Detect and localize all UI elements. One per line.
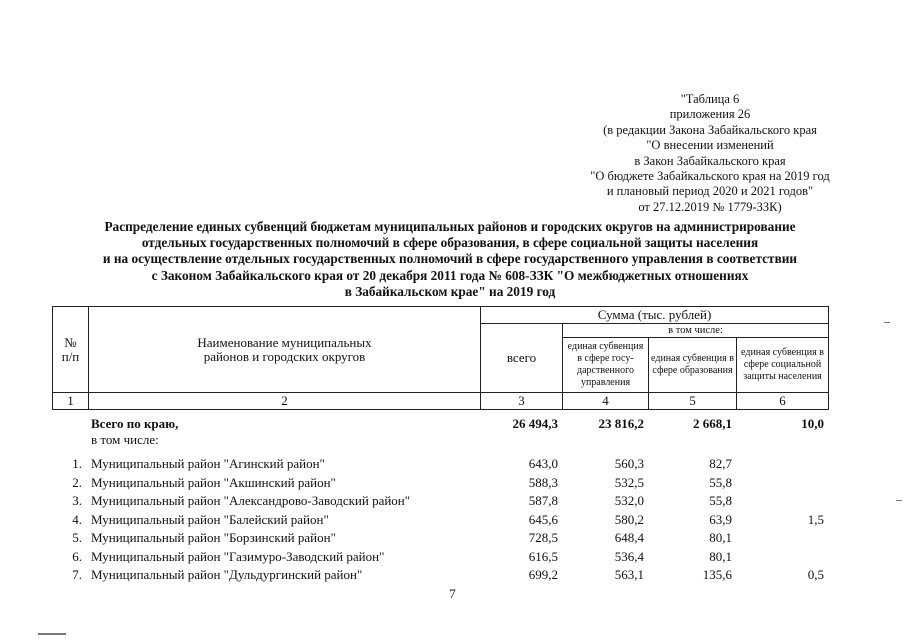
- row-number: 2.: [72, 474, 82, 490]
- note-line: "Таблица 6: [680, 92, 740, 106]
- title-line: и на осуществление отдельных государственных полномочий в сфере государственного управления в соответствии: [102, 251, 798, 267]
- header-sum: Сумма (тыс. рублей): [481, 307, 829, 324]
- row-gov-mgmt: 536,4: [614, 548, 644, 564]
- row-social: [736, 549, 828, 568]
- table-row: [52, 567, 828, 586]
- row-number: 7.: [72, 567, 82, 582]
- table-body: [52, 413, 828, 586]
- row-social: 1,5: [807, 511, 824, 527]
- header-education: единая субвенция в сфере образования: [649, 338, 737, 393]
- col-number-5: 5: [649, 393, 737, 410]
- row-name: Муниципальный район "Газимуро-Заводский район": [91, 548, 385, 564]
- row-gov-mgmt: 563,1: [614, 567, 644, 582]
- col-number-4: 4: [563, 393, 649, 410]
- row-gov-mgmt: 532,0: [614, 493, 644, 508]
- row-name: Муниципальный район "Акшинский район": [91, 474, 336, 490]
- total-label: Всего по краю,: [91, 416, 179, 431]
- col-number-2: 2: [89, 393, 481, 410]
- total-social: 10,0: [801, 416, 824, 431]
- row-number: 1.: [72, 456, 82, 471]
- total-gov-mgmt: 23 816,2: [598, 416, 644, 431]
- including-label: в том числе:: [91, 432, 159, 447]
- row-name: Муниципальный район "Агинский район": [91, 456, 325, 471]
- row-number: 3.: [72, 493, 82, 508]
- table-row-including: [52, 432, 828, 456]
- row-name: Муниципальный район "Дульдургинский район": [91, 567, 363, 582]
- scan-mark: [884, 322, 890, 323]
- header-name: Наименование муниципальных районов и городских округов: [89, 307, 481, 393]
- row-name: Муниципальный район "Борзинский район": [91, 530, 336, 545]
- scan-mark: [38, 633, 66, 635]
- title-line: в Забайкальском крае" на 2019 год: [344, 283, 556, 299]
- table-row: [52, 549, 828, 568]
- row-social: [736, 475, 828, 494]
- row-number: 5.: [72, 530, 82, 545]
- row-number: 6.: [72, 548, 82, 564]
- row-social: [736, 493, 828, 512]
- row-total: 728,5: [528, 530, 558, 545]
- total-education: 2 668,1: [693, 416, 732, 431]
- row-education: 55,8: [709, 474, 732, 490]
- title-line: отдельных государственных полномочий в сфере образования, в сфере социальной защиты населения: [141, 235, 759, 251]
- header-number: № п/п: [53, 307, 89, 393]
- row-education: 80,1: [709, 548, 732, 564]
- row-education: 63,9: [709, 511, 732, 527]
- row-gov-mgmt: 532,5: [614, 474, 644, 490]
- table-row: [52, 493, 828, 512]
- col-number-1: 1: [53, 393, 89, 410]
- row-social: 0,5: [807, 567, 824, 582]
- row-social: [736, 530, 828, 549]
- col-number-6: 6: [737, 393, 829, 410]
- appendix-note: [560, 92, 860, 215]
- row-gov-mgmt: 580,2: [614, 511, 644, 527]
- title-line: с Законом Забайкальского края от 20 декабря 2011 года № 608-ЗЗК "О межбюджетных отношениях: [151, 267, 749, 283]
- note-line: "О бюджете Забайкальского края на 2019 год: [590, 169, 830, 184]
- row-total: 699,2: [528, 567, 558, 582]
- table-row: [52, 512, 828, 531]
- page-number: 7: [449, 586, 456, 601]
- table-row: [52, 475, 828, 494]
- row-education: 82,7: [709, 456, 732, 471]
- total-all: 26 494,3: [512, 416, 558, 431]
- row-total: 588,3: [528, 474, 558, 490]
- row-gov-mgmt: 648,4: [614, 530, 644, 545]
- row-education: 55,8: [709, 493, 732, 508]
- document-title: [40, 219, 860, 300]
- row-education: 80,1: [709, 530, 732, 545]
- table-row: [52, 530, 828, 549]
- row-total: 616,5: [528, 548, 558, 564]
- note-line: в Закон Забайкальского края: [634, 153, 786, 168]
- note-line: приложения 26: [669, 107, 751, 122]
- header-total: всего: [481, 324, 563, 393]
- title-line: Распределение единых субвенций бюджетам муниципальных районов и городских округов на администрирование: [104, 219, 796, 234]
- note-line: от 27.12.2019 № 1779-ЗЗК): [638, 199, 782, 214]
- header-social: единая субвенция в сфере социальной защиты населения: [737, 338, 829, 393]
- note-line: "О внесении изменений: [646, 138, 774, 153]
- table-row: [52, 456, 828, 475]
- row-number: 4.: [72, 511, 82, 527]
- row-education: 135,6: [702, 567, 732, 582]
- table-row-total: [52, 413, 828, 432]
- row-total: 587,8: [528, 493, 558, 508]
- note-line: (в редакции Закона Забайкальского края: [603, 122, 817, 137]
- row-total: 643,0: [528, 456, 558, 471]
- row-name: Муниципальный район "Александрово-Заводский район": [91, 493, 411, 508]
- note-line: и плановый период 2020 и 2021 годов": [606, 184, 814, 199]
- row-gov-mgmt: 560,3: [614, 456, 644, 471]
- header-gov-mgmt: единая субвенция в сфере госу-дарственного управления: [563, 338, 649, 393]
- row-name: Муниципальный район "Балейский район": [91, 511, 329, 527]
- col-number-3: 3: [481, 393, 563, 410]
- row-social: [736, 456, 828, 475]
- row-total: 645,6: [528, 511, 558, 527]
- table-header: [52, 306, 829, 410]
- scan-mark: [896, 500, 902, 501]
- header-including: в том числе:: [563, 324, 829, 338]
